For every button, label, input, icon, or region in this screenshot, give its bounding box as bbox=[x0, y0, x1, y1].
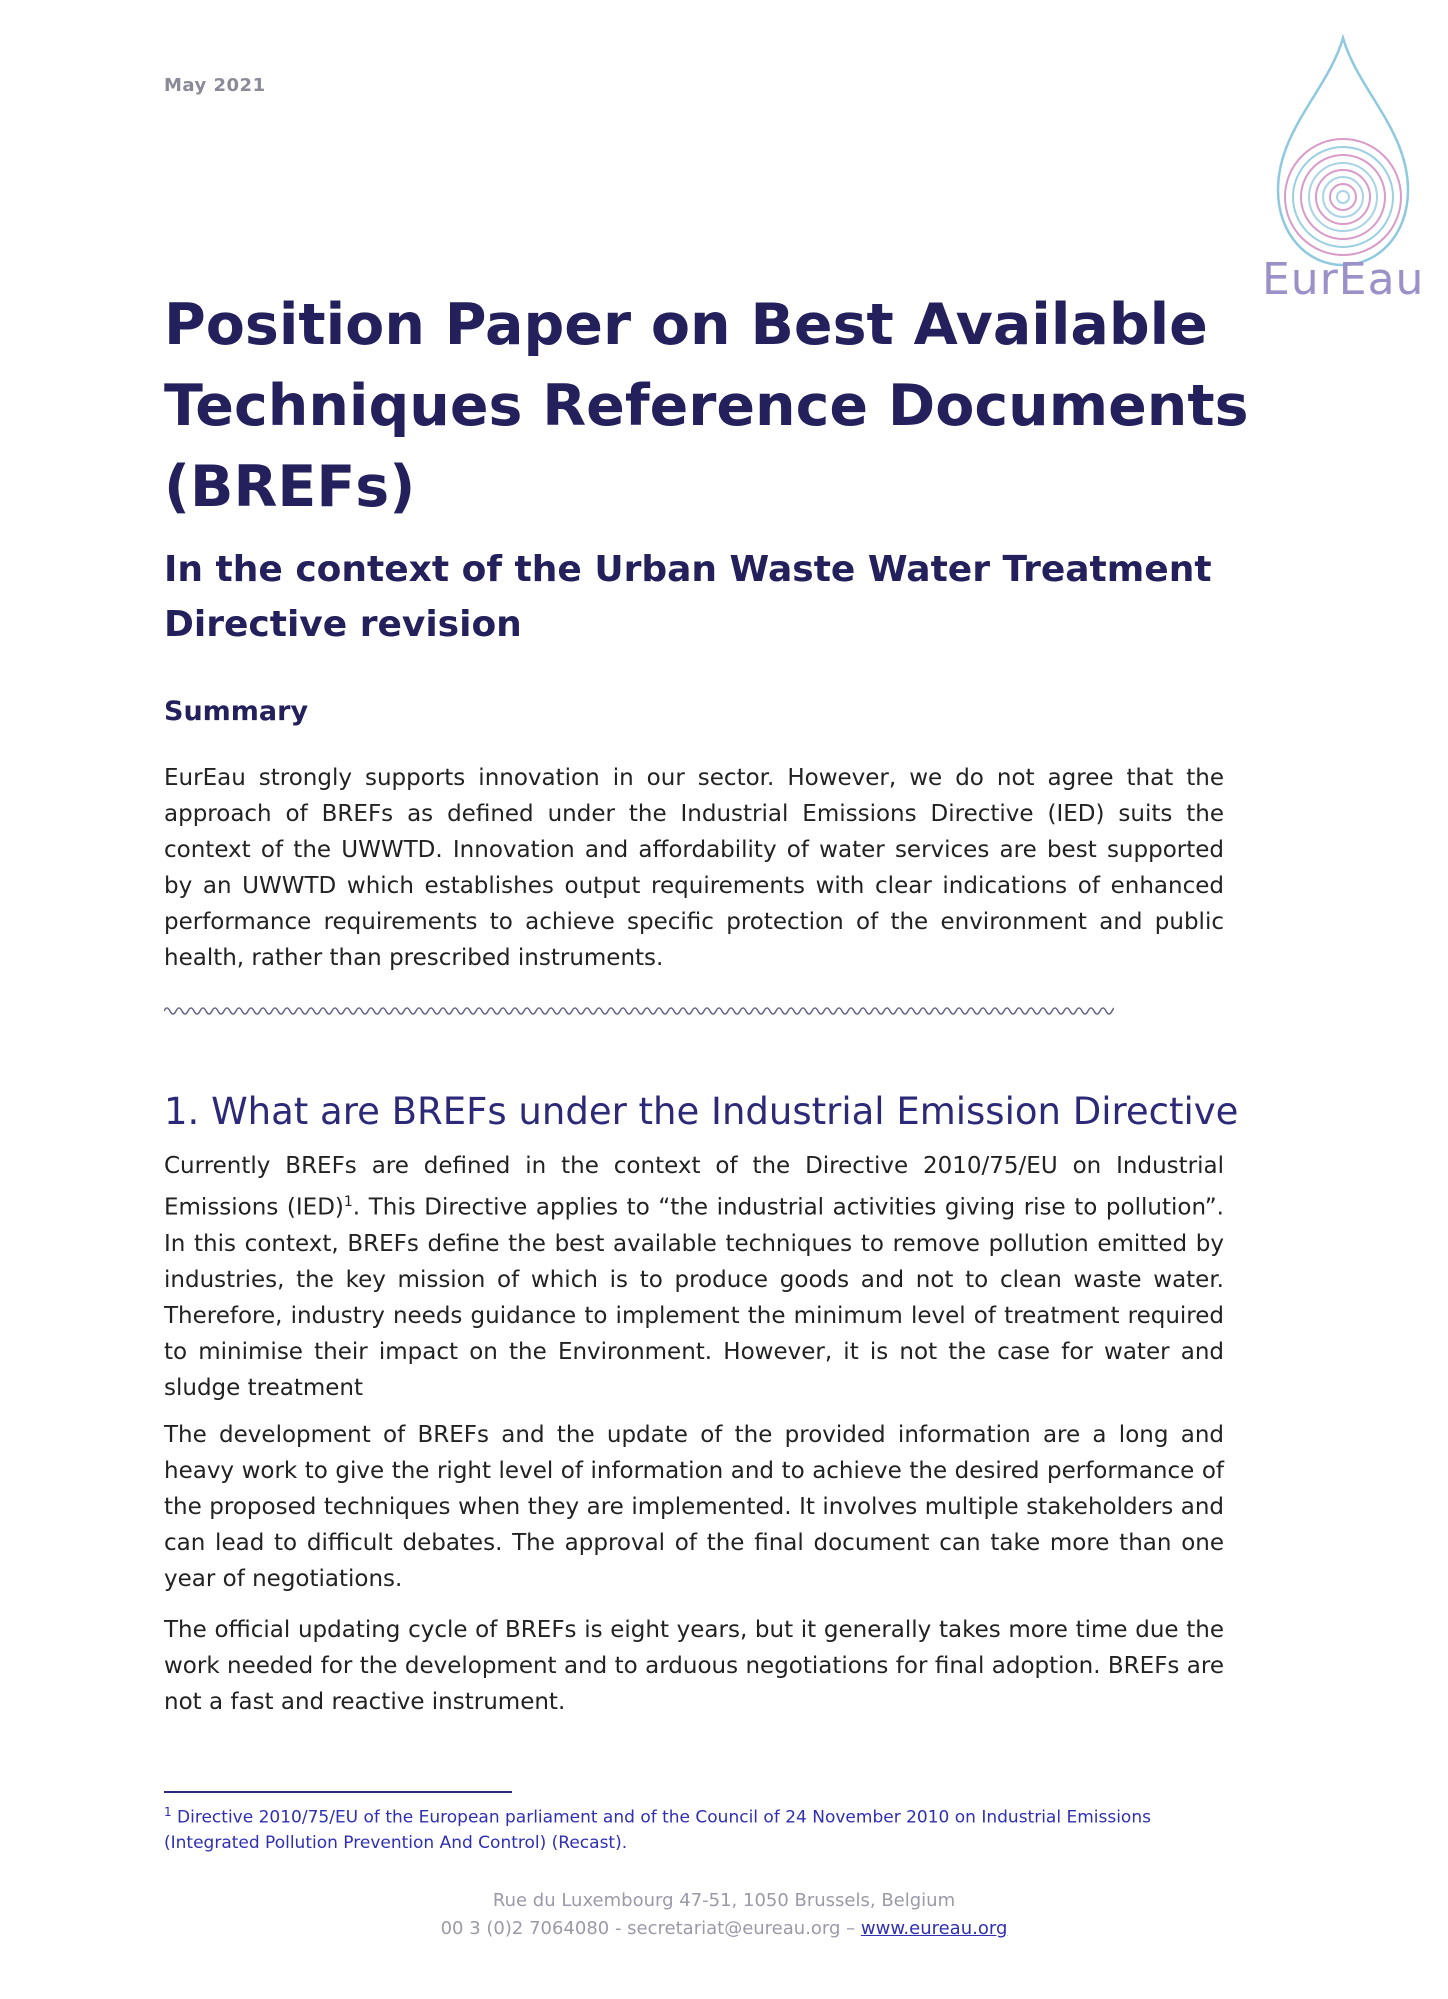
paragraph-1-text-a: Currently BREFs are defined in the context of the Directive 2010/75/EU on Industrial Emissions (IED) bbox=[164, 1153, 1224, 1221]
section-1-paragraph-3: The official updating cycle of BREFs is eight years, but it generally takes more time due the work needed for the development and to arduous negotiations for final adoption. BREFs are not a fast and reactive instrument. bbox=[164, 1617, 1224, 1715]
footnote-ref[interactable]: 1 bbox=[343, 1194, 353, 1210]
footer-address: Rue du Luxembourg 47-51, 1050 Brussels, Belgium bbox=[492, 1890, 956, 1911]
eureau-logo-text: EurEau bbox=[1262, 254, 1425, 305]
summary-text: EurEau strongly supports innovation in our sector. However, we do not agree that the approach of BREFs as defined under the Industrial Emissions Directive (IED) suits the context of the UWWTD. Innovation and affordability of water services are best supported by an UWWTD which establishes output requirements with clear indications of enhanced performance requirements to achieve specific protection of the environment and public health, rather than prescribed instruments. bbox=[164, 765, 1224, 971]
section-1-paragraph-1 bbox=[164, 1148, 1224, 1406]
footer-contact: 00 3 (0)2 7064080 - secretariat@eureau.org – bbox=[440, 1918, 856, 1939]
section-1-heading: 1. What are BREFs under the Industrial Emission Directive bbox=[164, 1090, 1239, 1133]
footer-website-link[interactable]: www.eureau.org bbox=[860, 1918, 1008, 1939]
document-subtitle: In the context of the Urban Waste Water Treatment Directive revision bbox=[164, 549, 1212, 645]
paragraph-1-text-b: . This Directive applies to “the industrial activities giving rise to pollution”. In this context, BREFs define the best available techniques to remove pollution emitted by industries, the key mission of which is to produce goods and not to clean waste water. Therefore, industry needs guidance to implement the minimum level of treatment required to minimise their impact on the Environment. However, it is not the case for water and sludge treatment bbox=[164, 1194, 1224, 1401]
document-date: May 2021 bbox=[164, 75, 266, 96]
footnote bbox=[164, 1800, 1224, 1856]
footer-contact-line bbox=[0, 1918, 1448, 1939]
summary-heading: Summary bbox=[164, 696, 309, 727]
document-title: Position Paper on Best Available Techniques Reference Documents (BREFs) bbox=[164, 292, 1249, 520]
footnote-mark: 1 bbox=[164, 1805, 172, 1819]
footnote-separator bbox=[164, 1791, 512, 1793]
footnote-text: Directive 2010/75/EU of the European parliament and of the Council of 24 November 2010 on Industrial Emissions (Integrated Pollution Prevention And Control) (Recast). bbox=[164, 1807, 1151, 1853]
section-divider bbox=[164, 1004, 1114, 1018]
section-1-paragraph-2: The development of BREFs and the update of the provided information are a long and heavy work to give the right level of information and to achieve the desired performance of the proposed techniques when they are implemented. It involves multiple stakeholders and can lead to difficult debates. The approval of the final document can take more than one year of negotiations. bbox=[164, 1422, 1224, 1592]
